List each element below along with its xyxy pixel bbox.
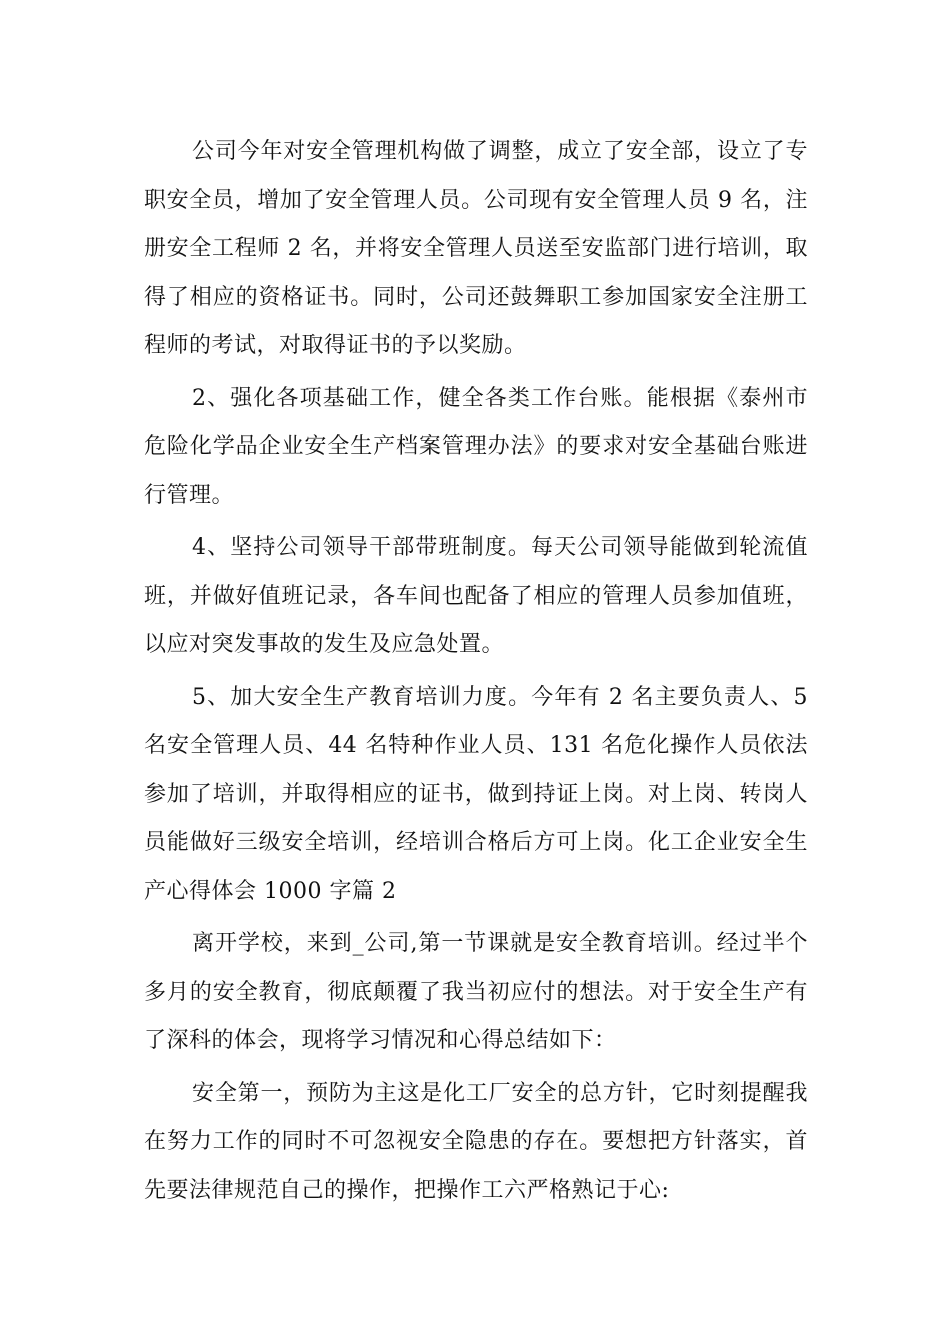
paragraph-4: 5、加大安全生产教育培训力度。今年有 2 名主要负责人、5 名安全管理人员、44 名特种作业人员、131 名危化操作人员依法参加了培训，并取得相应的证书，做到持证上岗。对上岗、转岗人员能做好三级安全培训，经培训合格后方可上岗。化工企业安全生产心得体会 1000 字篇 2 xyxy=(144,684,808,904)
paragraph-2: 2、强化各项基础工作，健全各类工作台账。能根据《泰州市危险化学品企业安全生产档案管理办法》的要求对安全基础台账进行管理。 xyxy=(144,385,808,508)
paragraph-3: 4、坚持公司领导干部带班制度。每天公司领导能做到轮流值班，并做好值班记录，各车间也配备了相应的管理人员参加值班，以应对突发事故的发生及应急处置。 xyxy=(144,535,808,657)
paragraph-1: 公司今年对安全管理机构做了调整，成立了安全部，设立了专职安全员，增加了安全管理人员。公司现有安全管理人员 9 名，注册安全工程师 2 名，并将安全管理人员送至安监部门进行培训，取得了相应的资格证书。同时，公司还鼓舞职工参加国家安全注册工程师的考试，对取得证书的予以奖励。 xyxy=(144,139,808,358)
paragraph-5: 离开学校，来到_公司,第一节课就是安全教育培训。经过半个多月的安全教育，彻底颠覆了我当初应付的想法。对于安全生产有了深科的体会，现将学习情况和心得总结如下： xyxy=(144,931,808,1053)
document-body xyxy=(144,128,808,1219)
paragraph-6: 安全第一，预防为主这是化工厂安全的总方针，它时刻提醒我在努力工作的同时不可忽视安全隐患的存在。要想把方针落实，首先要法律规范自己的操作，把操作工六严格熟记于心: xyxy=(144,1080,808,1203)
